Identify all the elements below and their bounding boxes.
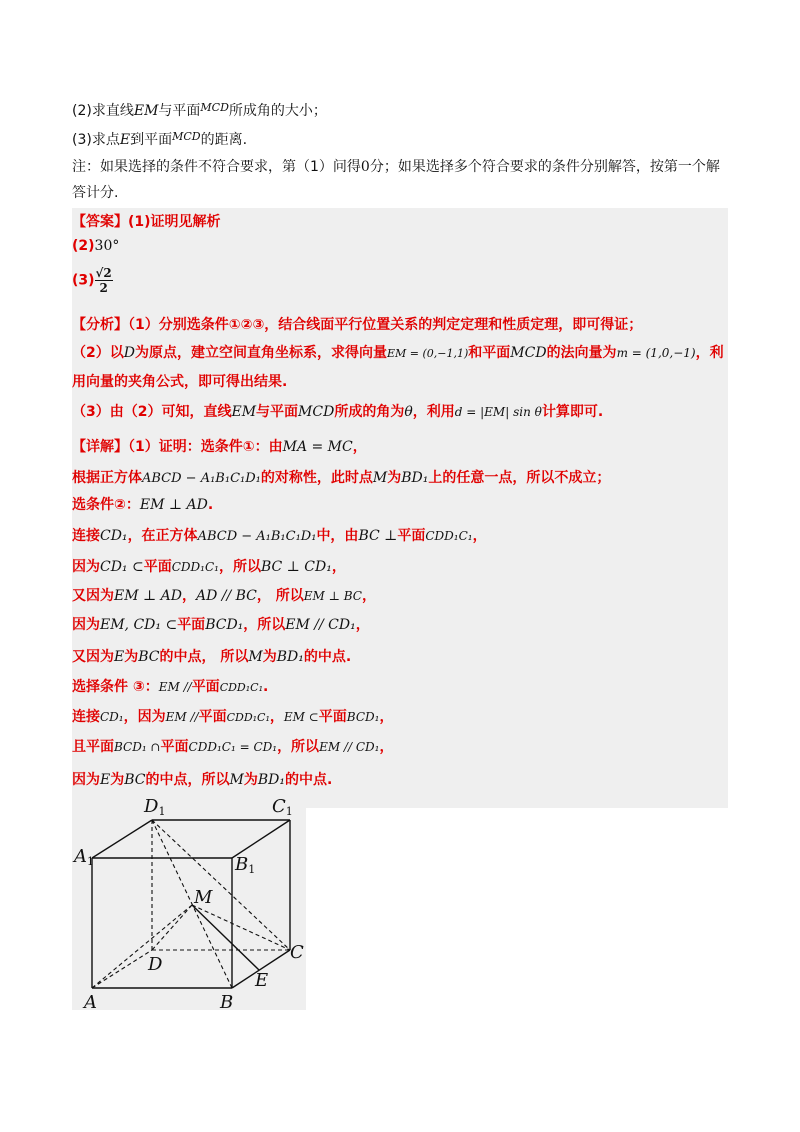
detail-text: ，所以 — [218, 559, 261, 575]
detail-text: 因为 — [72, 617, 100, 633]
detail-text: 平面 — [198, 709, 227, 725]
detail-math: BD₁ — [401, 470, 429, 486]
detail-text: 平面 — [143, 559, 172, 575]
detail-text: ， — [379, 709, 394, 725]
detail-math: CD₁ ⊂ — [100, 559, 144, 575]
note-line-1 — [72, 157, 720, 177]
detail-math: CDD₁C₁ = CD₁ — [188, 740, 278, 754]
detail-math: EM ⊥ AD — [139, 497, 208, 513]
note-text-b: 分；如果选择多个符合要求的条件分别解答，按第一个解 — [369, 159, 720, 175]
analysis-2-d: D — [123, 345, 135, 361]
analysis-2-mcd: MCD — [510, 345, 547, 361]
analysis-2b: 为原点，建立空间直角坐标系，求得向量 — [134, 345, 387, 361]
analysis-2d: 的法向量为 — [546, 345, 617, 361]
detail-text: 的中点. — [303, 649, 352, 665]
detail-math: EM // — [165, 710, 199, 724]
detail-text: 的中点. — [284, 772, 333, 788]
analysis-4-mcd: MCD — [298, 404, 335, 420]
detail-text: . — [262, 679, 269, 695]
detail-line-8 — [72, 677, 268, 698]
detail-text: 选条件②： — [72, 497, 140, 513]
detail-math: M — [248, 649, 263, 665]
detail-math: BD₁ — [276, 649, 304, 665]
label-d: D — [148, 954, 163, 975]
detail-line-3 — [72, 526, 487, 547]
question-2 — [72, 98, 327, 121]
detail-math: E — [100, 772, 111, 788]
detail-math: M — [229, 772, 244, 788]
analysis-line-4 — [72, 402, 603, 422]
segment-md — [152, 905, 192, 950]
detail-math: BC — [124, 772, 146, 788]
answer-part-2-label: (2) — [72, 238, 95, 254]
detail-line-0 — [72, 437, 367, 457]
analysis-4a: （3）由（2）可知，直线 — [72, 404, 232, 420]
detail-text: （1）证明：选条件①：由 — [128, 439, 283, 455]
detail-math: EM // CD₁ — [319, 740, 380, 754]
detail-math: CD₁ — [100, 528, 128, 544]
detail-text: ， — [379, 739, 394, 755]
segment-am — [92, 905, 192, 988]
analysis-2e: ，利 — [695, 345, 724, 361]
detail-math: BC ⊥ CD₁ — [260, 559, 332, 575]
detail-text: 平面 — [318, 709, 347, 725]
detail-text: 又因为 — [72, 588, 114, 604]
answer-part-2-value: 30° — [94, 238, 120, 254]
q3-e: E — [119, 132, 131, 148]
q3-text-b: 到平面 — [130, 132, 173, 148]
edge-b1c1 — [232, 820, 290, 858]
detail-math: EM, CD₁ ⊂ — [100, 617, 178, 633]
detail-text: 为 — [262, 649, 277, 665]
detail-math: ABCD − A₁B₁C₁D₁ — [197, 529, 317, 544]
note-zero: 0 — [360, 159, 370, 175]
cube-figure — [72, 790, 312, 1020]
detail-math: EM // — [158, 680, 192, 694]
detail-text: 平面 — [160, 739, 189, 755]
detail-math: AD // BC — [195, 588, 257, 604]
detail-text: 选择条件 ③： — [72, 679, 159, 695]
detail-math: CDD₁C₁ — [219, 681, 263, 694]
q2-text-b: 与平面 — [158, 103, 201, 119]
question-3 — [72, 127, 247, 150]
detail-line-5 — [72, 586, 376, 606]
answer-part-3-label: (3) — [72, 272, 95, 289]
analysis-line-3: 用向量的夹角公式，即可得出结果. — [72, 374, 288, 390]
analysis-4-theta: θ — [404, 404, 413, 420]
detail-label: 【详解】 — [72, 439, 128, 455]
detail-math: CDD₁C₁ — [425, 529, 473, 543]
detail-line-11 — [72, 770, 332, 790]
fraction-denominator: 2 — [99, 281, 108, 295]
detail-text: ， — [181, 588, 196, 604]
detail-text: ， — [331, 559, 346, 575]
answer-part-1: (1)证明见解析 — [128, 214, 221, 230]
note-line-2: 答计分. — [72, 185, 119, 201]
answer-line-2 — [72, 236, 119, 256]
detail-text: ， — [472, 528, 487, 544]
detail-math: EM // CD₁ — [285, 617, 356, 633]
label-a: A — [84, 992, 97, 1013]
q2-mcd: MCD — [200, 101, 229, 114]
detail-text: 平面 — [191, 679, 220, 695]
detail-text: ， — [361, 588, 376, 604]
detail-text: 根据正方体 — [72, 470, 142, 486]
analysis-text-1: （1）分别选条件①②③，结合线面平行位置关系的判定定理和性质定理，即可得证； — [128, 317, 643, 333]
detail-line-6 — [72, 615, 370, 635]
detail-text: ， — [352, 439, 367, 455]
analysis-4e: 计算即可. — [541, 404, 604, 420]
fraction-numerator: √2 — [95, 266, 112, 280]
detail-math: BC — [138, 649, 160, 665]
detail-math: ABCD − A₁B₁C₁D₁ — [142, 471, 261, 486]
detail-text: 为 — [110, 772, 125, 788]
analysis-line-1 — [72, 315, 642, 335]
q2-text-c: 所成角的大小； — [228, 103, 327, 119]
detail-text: 平面 — [177, 617, 206, 633]
label-c1: C1 — [272, 796, 293, 818]
detail-text: 的中点，所以 — [145, 772, 230, 788]
answer-label: 【答案】 — [72, 214, 128, 230]
label-e: E — [255, 970, 269, 991]
label-c: C — [290, 942, 304, 963]
diagonal-d1c — [152, 820, 290, 950]
detail-text: 为 — [243, 772, 258, 788]
detail-text: 为 — [387, 470, 402, 486]
detail-math: EM ⊥ BC — [303, 589, 362, 603]
analysis-4d: ，利用 — [412, 404, 455, 420]
detail-line-4 — [72, 557, 346, 577]
detail-line-2 — [72, 495, 213, 515]
answer-line-1 — [72, 212, 221, 232]
detail-line-10 — [72, 737, 393, 757]
detail-math: BCD₁ ∩ — [114, 740, 161, 754]
detail-math: EM ⊥ AD — [114, 588, 182, 604]
q3-mcd: MCD — [172, 130, 201, 143]
detail-math: M — [372, 470, 388, 486]
q3-text-a: (3)求点 — [72, 132, 120, 148]
note-text-a: 注：如果选择的条件不符合要求，第（1）问得 — [72, 159, 361, 175]
detail-text: 为 — [124, 649, 139, 665]
analysis-2-normal: m = (1,0,−1) — [616, 346, 696, 360]
detail-text: ，所以 — [277, 739, 320, 755]
detail-line-1 — [72, 468, 610, 489]
detail-text: ， 所以 — [256, 588, 304, 604]
detail-math: BD₁ — [257, 772, 285, 788]
label-b1: B1 — [235, 854, 256, 876]
analysis-line-2 — [72, 343, 724, 364]
detail-math: CDD₁C₁ — [171, 560, 219, 574]
analysis-4-formula: d = |EM| sin θ — [454, 405, 542, 419]
q2-em: EM — [133, 103, 159, 119]
detail-math: MA = MC — [282, 439, 353, 455]
detail-math: CDD₁C₁ — [226, 711, 270, 724]
detail-text: 连接 — [72, 709, 100, 725]
label-m: M — [194, 887, 213, 908]
analysis-2c: 和平面 — [468, 345, 511, 361]
analysis-4b: 与平面 — [256, 404, 299, 420]
analysis-2-vector: EM = (0,−1,1) — [386, 347, 469, 360]
edge-a1d1 — [92, 820, 152, 858]
detail-line-7 — [72, 647, 351, 667]
detail-text: 中，由 — [316, 528, 359, 544]
segment-mc — [192, 905, 290, 950]
label-b: B — [220, 992, 234, 1013]
segment-me — [192, 905, 259, 970]
detail-text: 又因为 — [72, 649, 114, 665]
detail-math: BC ⊥ — [358, 528, 398, 544]
detail-text: ，因为 — [123, 709, 166, 725]
detail-text: 平面 — [397, 528, 426, 544]
detail-text: . — [207, 497, 214, 513]
label-d1: D1 — [144, 796, 166, 818]
detail-text: 的对称性，此时点 — [260, 470, 373, 486]
detail-text: 因为 — [72, 559, 100, 575]
detail-math: BCD₁ — [346, 710, 380, 724]
detail-text: 连接 — [72, 528, 100, 544]
detail-text: ，在正方体 — [127, 528, 198, 544]
analysis-2a: （2）以 — [72, 345, 124, 361]
answer-line-3 — [72, 266, 113, 295]
detail-text: ，所以 — [243, 617, 286, 633]
answer-part-3-fraction — [95, 266, 113, 295]
detail-text: 因为 — [72, 772, 100, 788]
detail-math: EM ⊂ — [283, 710, 319, 724]
detail-math: BCD₁ — [205, 617, 244, 633]
detail-text: 上的任意一点，所以不成立； — [428, 470, 611, 486]
detail-text: 的中点， 所以 — [159, 649, 249, 665]
detail-math: CD₁ — [100, 710, 124, 724]
q3-text-c: 的距离. — [200, 132, 248, 148]
detail-line-9 — [72, 707, 393, 728]
detail-math: E — [114, 649, 125, 665]
analysis-4c: 所成的角为 — [334, 404, 405, 420]
detail-text: 且平面 — [72, 739, 114, 755]
analysis-label: 【分析】 — [72, 317, 128, 333]
label-a1: A1 — [74, 846, 94, 868]
q2-text-a: (2)求直线 — [72, 103, 134, 119]
diagonal-d1b — [152, 820, 232, 988]
analysis-4-em: EM — [231, 404, 257, 420]
detail-text: ， — [269, 709, 284, 725]
edge-ad — [92, 950, 152, 988]
detail-text: ， — [355, 617, 370, 633]
